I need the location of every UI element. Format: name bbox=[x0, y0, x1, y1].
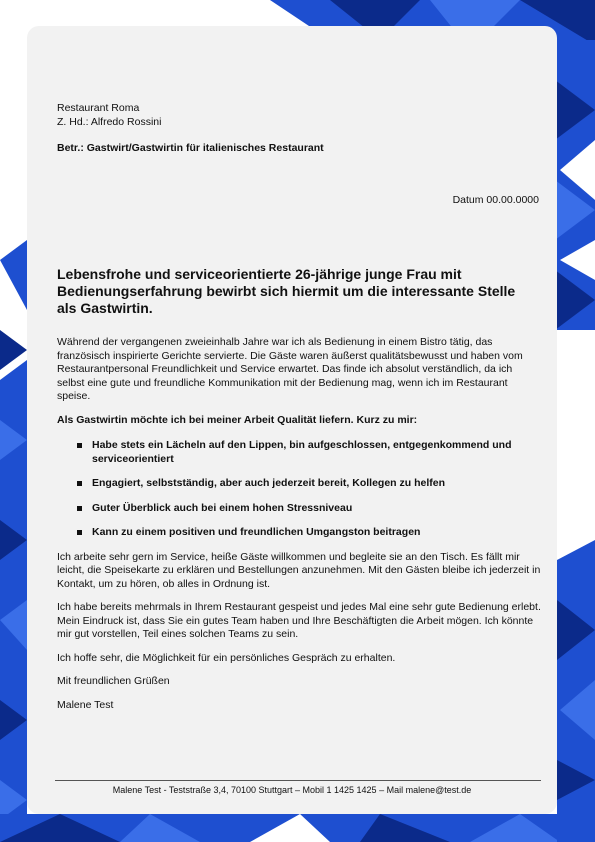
closing: Mit freundlichen Grüßen bbox=[57, 675, 170, 687]
signature: Malene Test bbox=[57, 698, 114, 711]
qualification-list bbox=[57, 439, 541, 540]
square-bullet-icon bbox=[77, 530, 82, 535]
list-item: Engagiert, selbstständig, aber auch jederzeit bereit, Kollegen zu helfen bbox=[57, 477, 541, 491]
recipient-attention: Z. Hd.: Alfredo Rossini bbox=[57, 116, 162, 128]
paragraph-visited: Ich habe bereits mehrmals in Ihrem Restaurant gespeist und jedes Mal eine sehr gute Bedienung erlebt. Mein Eindruck ist, dass Sie ein gutes Team haben und Ihre Beschäftigten die Arbeit mögen. Ich könnte mir gut vorstellen, Teil eines solchen Teams zu sein. bbox=[57, 601, 541, 640]
recipient-address bbox=[57, 101, 161, 129]
square-bullet-icon bbox=[77, 481, 82, 486]
list-item: Guter Überblick auch bei einem hohen Stressniveau bbox=[57, 502, 541, 516]
recipient-company: Restaurant Roma bbox=[57, 102, 140, 114]
paragraph-hope: Ich hoffe sehr, die Möglichkeit für ein persönliches Gespräch zu erhalten. bbox=[57, 651, 396, 664]
square-bullet-icon bbox=[77, 506, 82, 511]
list-item: Habe stets ein Lächeln auf den Lippen, bin aufgeschlossen, entgegenkommend und serviceorientiert bbox=[57, 439, 541, 466]
footer-divider bbox=[55, 780, 541, 781]
headline: Lebensfrohe und serviceorientierte 26-jährige junge Frau mit Bedienungserfahrung bewirbt sich hiermit um die interessante Stelle als Gastwirtin. bbox=[57, 266, 516, 316]
paragraph-service: Ich arbeite sehr gern im Service, heiße Gäste willkommen und begleite sie an den Tisch. Es fällt mir leicht, die Speisekarte zu erklären und Bestellungen anzunehmen. Mit den Gästen bleibe ich jederzeit in Kontakt, um zu hören, ob alles in Ordnung ist. bbox=[57, 550, 541, 590]
letter-body bbox=[57, 331, 541, 722]
letter-sheet bbox=[27, 26, 557, 814]
footer-contact: Malene Test - Teststraße 3,4, 70100 Stuttgart – Mobil 1 1425 1425 – Mail malene@test.de bbox=[112, 785, 472, 795]
square-bullet-icon bbox=[77, 443, 82, 448]
paragraph-lead: Als Gastwirtin möchte ich bei meiner Arbeit Qualität liefern. Kurz zu mir: bbox=[57, 413, 418, 426]
subject-line: Betr.: Gastwirt/Gastwirtin für italienisches Restaurant bbox=[57, 142, 324, 154]
paragraph-intro: Während der vergangenen zweieinhalb Jahre war ich als Bedienung in einem Bistro tätig, das französisch inspirierte Gerichte servierte. Die Gäste waren äußerst qualitätsbewusst und haben vom Restaurantpersonal Freundlichkeit und Service erwartet. Das finde ich absolut verständlich, da ich selbst eine gute und freundliche Kommunikation mit der Bedienung mag, wenn ich im Restaurant speise. bbox=[57, 336, 523, 402]
date-line: Datum 00.00.0000 bbox=[452, 194, 539, 206]
list-item: Kann zu einem positiven und freundlichen Umgangston beitragen bbox=[57, 526, 541, 540]
